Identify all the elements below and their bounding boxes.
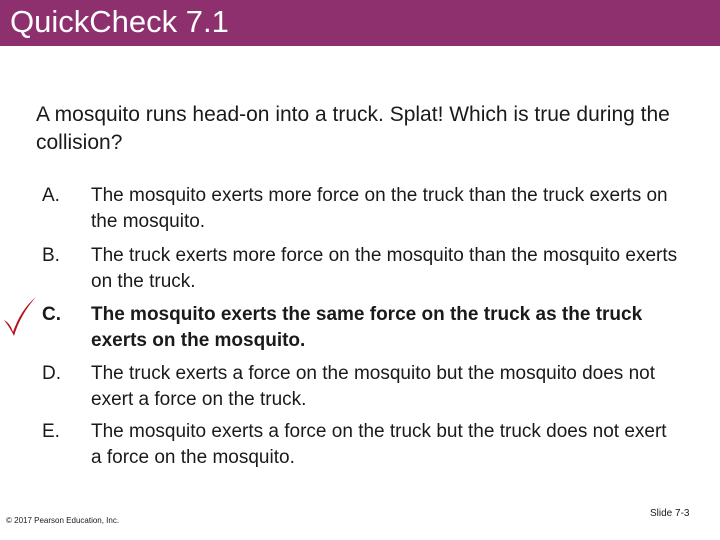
option-d-text: The truck exerts a force on the mosquito but the mosquito does not exert a force on the truck. [91, 363, 655, 410]
option-e-letter: E. [42, 421, 60, 442]
slide-title: QuickCheck 7.1 [10, 4, 229, 39]
option-c-letter: C. [42, 304, 61, 325]
option-a-text: The mosquito exerts more force on the truck than the truck exerts on the mosquito. [91, 185, 668, 232]
option-c-text: The mosquito exerts the same force on the truck as the truck exerts on the mosquito. [91, 304, 643, 351]
option-d-letter: D. [42, 363, 61, 384]
option-e-text: The mosquito exerts a force on the truck but the truck does not exert a force on the mosquito. [91, 421, 667, 468]
checkmark-icon [2, 296, 38, 338]
option-a-letter: A. [42, 185, 60, 206]
copyright-text: © 2017 Pearson Education, Inc. [6, 516, 120, 525]
title-bar [0, 0, 720, 46]
slide-number: Slide 7-3 [650, 508, 690, 519]
option-b-text: The truck exerts more force on the mosquito than the mosquito exerts on the truck. [91, 245, 678, 292]
question-text: A mosquito runs head-on into a truck. Splat! Which is true during the collision? [36, 103, 670, 154]
option-b-letter: B. [42, 245, 60, 266]
